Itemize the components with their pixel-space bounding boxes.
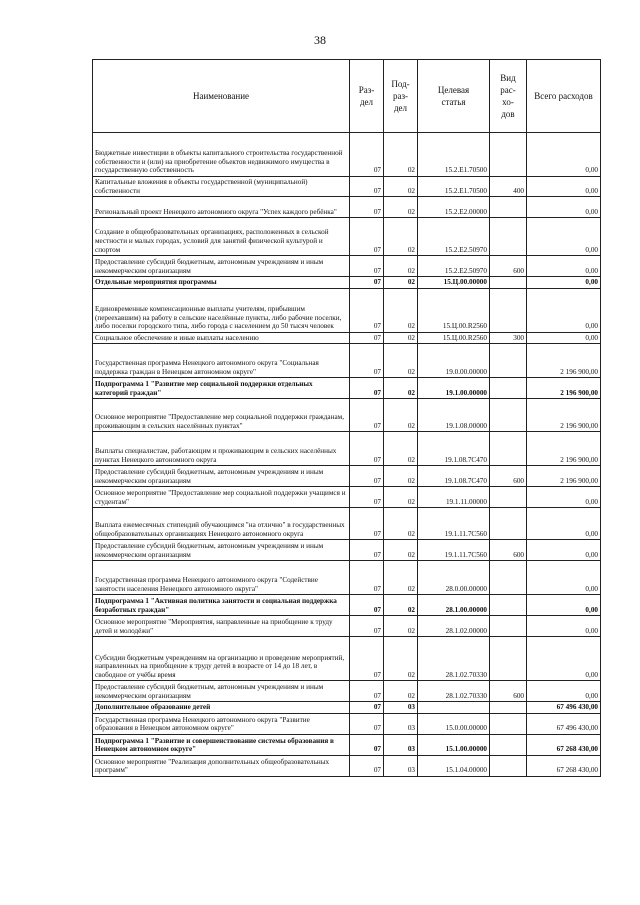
cell-article: 15.2.Е2.50970 <box>418 256 490 277</box>
cell-expense-type <box>490 702 527 714</box>
cell-name: Отдельные мероприятия программы <box>93 277 350 289</box>
cell-expense-type <box>490 399 527 432</box>
cell-name: Единовременные компенсационные выплаты учителям, прибывшим (переехавшим) на работу в сельские населённые пункты, либо рабочие поселки, либо поселки городского типа, либо города с населением до 50 тысяч человек <box>93 288 350 332</box>
cell-subsection: 02 <box>384 399 418 432</box>
table-row <box>93 702 601 714</box>
cell-total: 2 196 900,00 <box>527 378 601 399</box>
cell-total: 2 196 900,00 <box>527 344 601 378</box>
cell-expense-type <box>490 734 527 755</box>
table-row <box>93 133 601 177</box>
cell-expense-type <box>490 616 527 637</box>
table-row <box>93 197 601 218</box>
cell-total: 0,00 <box>527 487 601 508</box>
cell-expense-type <box>490 487 527 508</box>
table-row <box>93 508 601 540</box>
cell-name: Выплаты специалистам, работающим и проживающим в сельских населённых пунктах Ненецкого автономного округа <box>93 432 350 466</box>
cell-name: Основное мероприятие "Реализация дополнительных общеобразовательных программ" <box>93 755 350 776</box>
cell-total: 0,00 <box>527 595 601 616</box>
table-header-row <box>93 60 601 133</box>
cell-expense-type <box>490 378 527 399</box>
cell-expense-type <box>490 277 527 289</box>
cell-name: Подпрограмма 1 "Развитие мер социальной поддержки отдельных категорий граждан" <box>93 378 350 399</box>
cell-section: 07 <box>350 487 384 508</box>
cell-article: 15.2.Е2.50970 <box>418 218 490 256</box>
cell-article: 15.0.00.00000 <box>418 713 490 734</box>
cell-article: 28.0.00.00000 <box>418 561 490 595</box>
cell-section: 07 <box>350 133 384 177</box>
cell-name: Бюджетные инвестиции в объекты капитального строительства государственной собственности и (или) на приобретение объектов недвижимого имущества в государственную собственность <box>93 133 350 177</box>
cell-total: 0,00 <box>527 508 601 540</box>
cell-expense-type: 600 <box>490 681 527 702</box>
cell-section: 07 <box>350 466 384 487</box>
header-expense-type: Вид рас- хо- дов <box>490 60 527 133</box>
cell-total: 0,00 <box>527 616 601 637</box>
cell-total: 0,00 <box>527 637 601 681</box>
cell-expense-type: 600 <box>490 540 527 561</box>
cell-section: 07 <box>350 256 384 277</box>
cell-name: Субсидии бюджетным учреждениям на организацию и проведение мероприятий, направленных на приобщение к труду детей в возрасте от 14 до 18 лет, в свободное от учёбы время <box>93 637 350 681</box>
cell-section: 07 <box>350 508 384 540</box>
cell-article: 19.1.08.00000 <box>418 399 490 432</box>
cell-total: 0,00 <box>527 540 601 561</box>
table-row <box>93 487 601 508</box>
cell-expense-type: 600 <box>490 466 527 487</box>
cell-subsection: 02 <box>384 288 418 332</box>
table-row <box>93 399 601 432</box>
cell-total: 67 268 430,00 <box>527 734 601 755</box>
cell-subsection: 02 <box>384 466 418 487</box>
cell-expense-type <box>490 344 527 378</box>
cell-subsection: 02 <box>384 332 418 344</box>
table-row <box>93 277 601 289</box>
cell-subsection: 03 <box>384 734 418 755</box>
table-row <box>93 713 601 734</box>
cell-section: 07 <box>350 595 384 616</box>
table-row <box>93 332 601 344</box>
cell-total: 0,00 <box>527 177 601 197</box>
table-row <box>93 378 601 399</box>
cell-name: Создание в общеобразовательных организациях, расположенных в сельской местности и малых городах, условий для занятий физической культурой и спортом <box>93 218 350 256</box>
cell-total: 67 496 430,00 <box>527 713 601 734</box>
table-row <box>93 755 601 776</box>
cell-name: Подпрограмма 1 "Развитие и совершенствование системы образования в Ненецком автономном округе" <box>93 734 350 755</box>
cell-section: 07 <box>350 713 384 734</box>
header-name: Наименование <box>93 60 350 133</box>
cell-article: 15.Ц.00.R2560 <box>418 332 490 344</box>
cell-name: Предоставление субсидий бюджетным, автономным учреждениям и иным некоммерческим организациям <box>93 540 350 561</box>
cell-subsection: 02 <box>384 218 418 256</box>
table-row <box>93 616 601 637</box>
cell-name: Государственная программа Ненецкого автономного округа "Содействие занятости населения Ненецкого автономного округа" <box>93 561 350 595</box>
cell-section: 07 <box>350 561 384 595</box>
cell-name: Предоставление субсидий бюджетным, автономным учреждениям и иным некоммерческим организациям <box>93 256 350 277</box>
cell-subsection: 02 <box>384 256 418 277</box>
cell-subsection: 02 <box>384 508 418 540</box>
cell-section: 07 <box>350 637 384 681</box>
cell-name: Государственная программа Ненецкого автономного округа "Развитие образования в Ненецком автономном округе" <box>93 713 350 734</box>
table-row <box>93 734 601 755</box>
cell-expense-type <box>490 197 527 218</box>
cell-section: 07 <box>350 344 384 378</box>
cell-expense-type: 600 <box>490 256 527 277</box>
cell-name: Основное мероприятие "Предоставление мер социальной поддержки учащимся и студентам" <box>93 487 350 508</box>
cell-section: 07 <box>350 681 384 702</box>
cell-name: Основное мероприятие "Мероприятия, направленные на приобщение к труду детей и молодёжи" <box>93 616 350 637</box>
cell-subsection: 02 <box>384 197 418 218</box>
cell-article: 15.1.00.00000 <box>418 734 490 755</box>
cell-article: 19.1.11.00000 <box>418 487 490 508</box>
cell-subsection: 02 <box>384 561 418 595</box>
table-row <box>93 681 601 702</box>
cell-section: 07 <box>350 218 384 256</box>
cell-expense-type: 400 <box>490 177 527 197</box>
cell-section: 07 <box>350 734 384 755</box>
table-row <box>93 432 601 466</box>
cell-section: 07 <box>350 616 384 637</box>
table-row <box>93 177 601 197</box>
cell-article: 19.1.00.00000 <box>418 378 490 399</box>
cell-name: Предоставление субсидий бюджетным, автономным учреждениям и иным некоммерческим организациям <box>93 466 350 487</box>
cell-section: 07 <box>350 540 384 561</box>
cell-total: 0,00 <box>527 256 601 277</box>
cell-article <box>418 702 490 714</box>
cell-subsection: 02 <box>384 487 418 508</box>
cell-subsection: 02 <box>384 133 418 177</box>
cell-subsection: 02 <box>384 277 418 289</box>
cell-name: Предоставление субсидий бюджетным, автономным учреждениям и иным некоммерческим организациям <box>93 681 350 702</box>
cell-section: 07 <box>350 177 384 197</box>
cell-section: 07 <box>350 277 384 289</box>
cell-subsection: 02 <box>384 378 418 399</box>
cell-expense-type <box>490 595 527 616</box>
cell-article: 19.0.00.00000 <box>418 344 490 378</box>
cell-name: Основное мероприятие "Предоставление мер социальной поддержки гражданам, проживающим в сельских населённых пунктах" <box>93 399 350 432</box>
header-section: Раз- дел <box>350 60 384 133</box>
cell-subsection: 03 <box>384 755 418 776</box>
cell-subsection: 02 <box>384 681 418 702</box>
cell-name: Капитальные вложения в объекты государственной (муниципальной) собственности <box>93 177 350 197</box>
table-row <box>93 540 601 561</box>
cell-total: 0,00 <box>527 197 601 218</box>
cell-article: 28.1.02.70330 <box>418 637 490 681</box>
cell-section: 07 <box>350 702 384 714</box>
page-number: 38 <box>314 33 326 47</box>
cell-expense-type <box>490 755 527 776</box>
cell-section: 07 <box>350 288 384 332</box>
cell-section: 07 <box>350 332 384 344</box>
cell-name: Региональный проект Ненецкого автономного округа "Успех каждого ребёнка" <box>93 197 350 218</box>
cell-expense-type <box>490 637 527 681</box>
cell-name: Подпрограмма 1 "Активная политика занятости и социальная поддержка безработных граждан" <box>93 595 350 616</box>
cell-expense-type <box>490 288 527 332</box>
cell-article: 15.2.Е2.00000 <box>418 197 490 218</box>
cell-section: 07 <box>350 755 384 776</box>
cell-subsection: 02 <box>384 344 418 378</box>
cell-name: Дополнительное образование детей <box>93 702 350 714</box>
cell-expense-type <box>490 508 527 540</box>
table-row <box>93 466 601 487</box>
table-row <box>93 218 601 256</box>
cell-subsection: 03 <box>384 713 418 734</box>
cell-article: 28.1.02.70330 <box>418 681 490 702</box>
cell-article: 19.1.11.7С560 <box>418 508 490 540</box>
cell-section: 07 <box>350 378 384 399</box>
cell-total: 67 496 430,00 <box>527 702 601 714</box>
cell-subsection: 03 <box>384 702 418 714</box>
cell-subsection: 02 <box>384 432 418 466</box>
cell-article: 15.Ц.00.00000 <box>418 277 490 289</box>
cell-section: 07 <box>350 432 384 466</box>
header-total: Всего расходов <box>527 60 601 133</box>
cell-total: 0,00 <box>527 218 601 256</box>
cell-name: Государственная программа Ненецкого автономного округа "Социальная поддержка граждан в Ненецком автономном округе" <box>93 344 350 378</box>
cell-article: 19.1.08.7С470 <box>418 432 490 466</box>
budget-table <box>92 59 601 777</box>
cell-article: 19.1.08.7С470 <box>418 466 490 487</box>
header-subsection: Под- раз- дел <box>384 60 418 133</box>
cell-subsection: 02 <box>384 177 418 197</box>
cell-total: 0,00 <box>527 561 601 595</box>
cell-total: 0,00 <box>527 332 601 344</box>
cell-subsection: 02 <box>384 595 418 616</box>
table-row <box>93 288 601 332</box>
cell-article: 28.1.00.00000 <box>418 595 490 616</box>
cell-total: 0,00 <box>527 277 601 289</box>
cell-section: 07 <box>350 399 384 432</box>
cell-total: 0,00 <box>527 133 601 177</box>
cell-total: 2 196 900,00 <box>527 466 601 487</box>
table-row <box>93 256 601 277</box>
cell-subsection: 02 <box>384 637 418 681</box>
cell-article: 15.Ц.00.R2560 <box>418 288 490 332</box>
cell-total: 67 268 430,00 <box>527 755 601 776</box>
header-article: Целевая статья <box>418 60 490 133</box>
table-row <box>93 595 601 616</box>
table-row <box>93 561 601 595</box>
cell-expense-type <box>490 218 527 256</box>
cell-expense-type <box>490 133 527 177</box>
cell-total: 2 196 900,00 <box>527 432 601 466</box>
cell-article: 28.1.02.00000 <box>418 616 490 637</box>
cell-total: 0,00 <box>527 681 601 702</box>
cell-total: 2 196 900,00 <box>527 399 601 432</box>
cell-expense-type <box>490 561 527 595</box>
cell-section: 07 <box>350 197 384 218</box>
cell-article: 15.2.Е1.70500 <box>418 133 490 177</box>
cell-expense-type: 300 <box>490 332 527 344</box>
table-row <box>93 344 601 378</box>
cell-subsection: 02 <box>384 616 418 637</box>
cell-expense-type <box>490 432 527 466</box>
cell-total: 0,00 <box>527 288 601 332</box>
cell-name: Выплата ежемесячных стипендий обучающимся "на отлично" в государственных общеобразовательных организациях Ненецкого автономного округа <box>93 508 350 540</box>
cell-article: 19.1.11.7С560 <box>418 540 490 561</box>
cell-article: 15.2.Е1.70500 <box>418 177 490 197</box>
cell-article: 15.1.04.00000 <box>418 755 490 776</box>
cell-name: Социальное обеспечение и иные выплаты населению <box>93 332 350 344</box>
cell-subsection: 02 <box>384 540 418 561</box>
table-row <box>93 637 601 681</box>
cell-expense-type <box>490 713 527 734</box>
